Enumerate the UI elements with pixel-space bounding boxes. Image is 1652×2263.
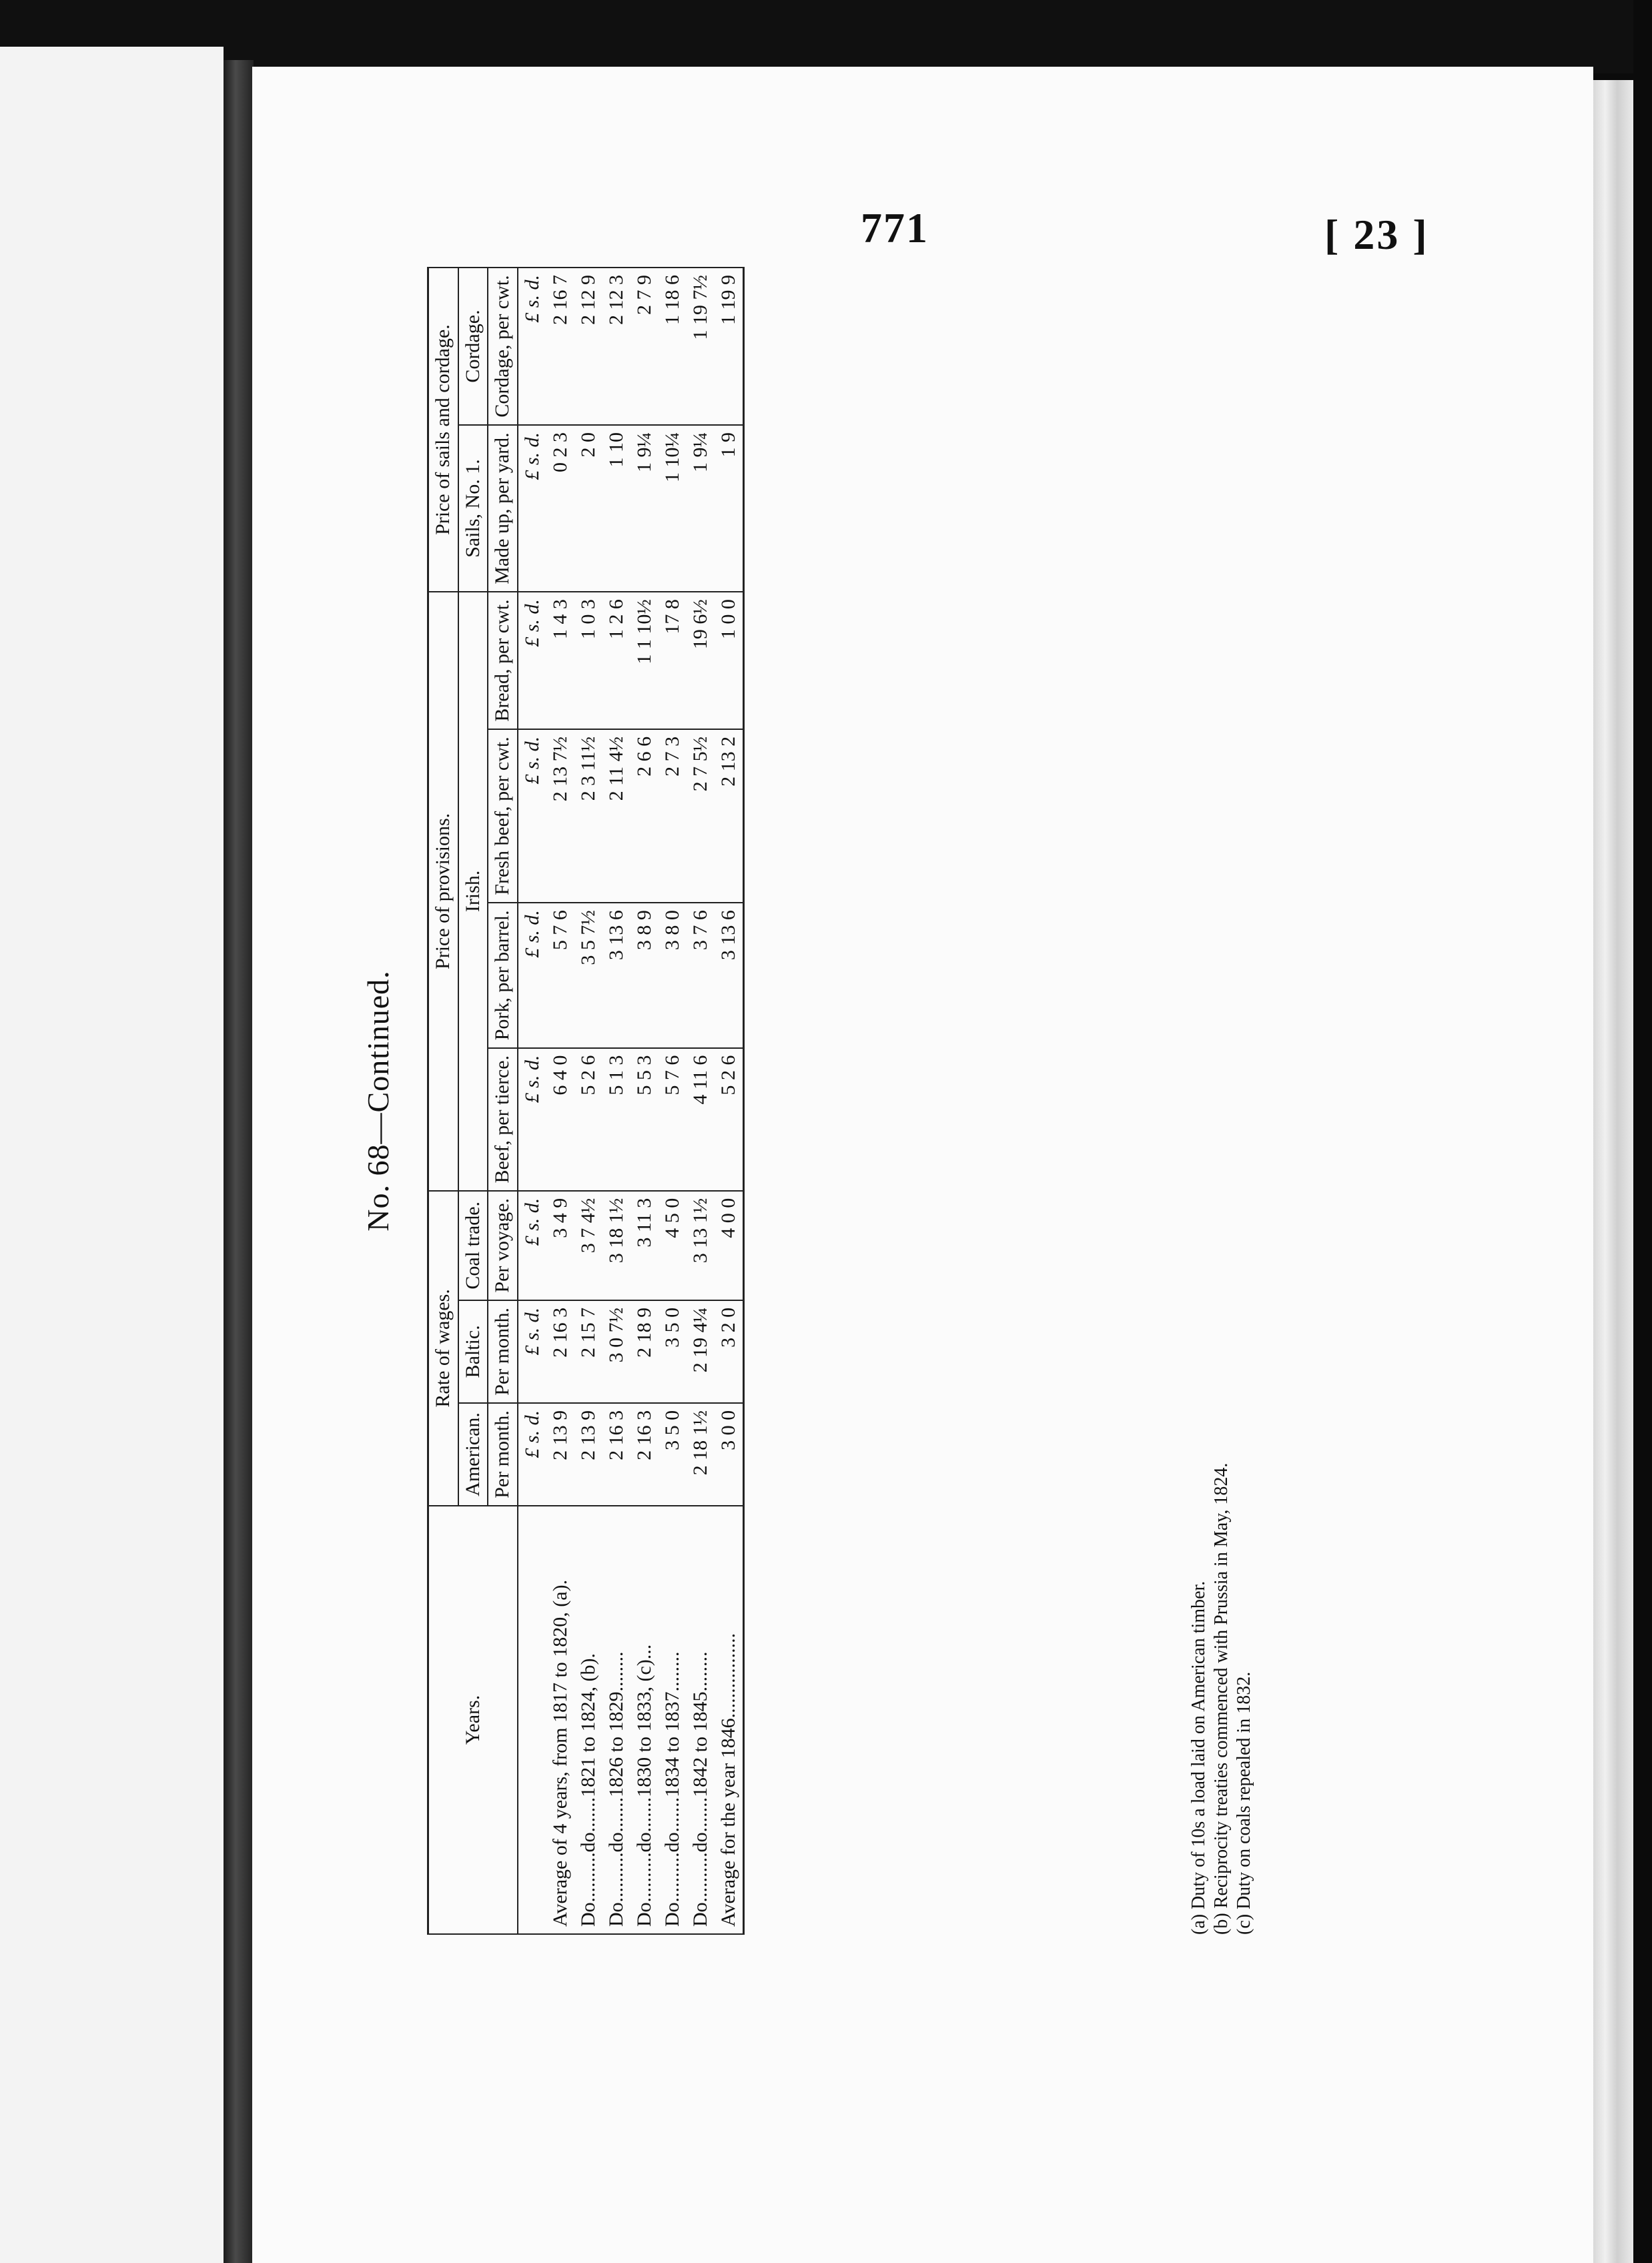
value-cell: 3 18 1½	[602, 1191, 631, 1300]
header-rate-of-wages: Rate of wages.	[428, 1191, 458, 1506]
header-baltic: Baltic.	[458, 1300, 488, 1403]
value-cell: 2 13 7½	[546, 729, 574, 903]
table-title: No. 68—Continued.	[361, 970, 395, 1232]
value-cell: 5 2 6	[715, 1048, 744, 1191]
page-edge	[1593, 80, 1633, 2263]
value-cell: 3 5 7½	[574, 903, 602, 1048]
value-cell: 17 8	[659, 592, 687, 729]
header-cordage-cwt: Cordage, per cwt.	[488, 268, 518, 425]
value-cell: 2 0	[574, 425, 602, 592]
value-cell: 3 0 0	[715, 1403, 744, 1506]
value-cell: 5 5 3	[631, 1048, 659, 1191]
value-cell: 1 2 6	[602, 592, 631, 729]
header-coal-trade: Coal trade.	[458, 1191, 488, 1300]
value-cell: 1 0 0	[715, 592, 744, 729]
value-cell: 3 5 0	[659, 1403, 687, 1506]
value-cell: 4 0 0	[715, 1191, 744, 1300]
value-cell: 3 0 7½	[602, 1300, 631, 1403]
table-row	[546, 268, 574, 1934]
value-cell: 0 2 3	[546, 425, 574, 592]
header-american: American.	[458, 1403, 488, 1506]
value-cell: 5 7 6	[659, 1048, 687, 1191]
book-spine	[224, 60, 254, 2263]
header-fresh-beef: Fresh beef, per cwt.	[488, 729, 518, 903]
value-cell: 2 16 3	[631, 1403, 659, 1506]
table-row	[687, 268, 715, 1934]
value-cell: 1 0 3	[574, 592, 602, 729]
row-label: Average of 4 years, from 1817 to 1820, (a).	[546, 1506, 574, 1934]
value-cell: 4 11 6	[687, 1048, 715, 1191]
header-per-month: Per month.	[488, 1300, 518, 1403]
header-bread: Bread, per cwt.	[488, 592, 518, 729]
table-row	[574, 268, 602, 1934]
unit-cell: £ s. d.	[518, 425, 546, 592]
value-cell: 2 13 2	[715, 729, 744, 903]
value-cell: 2 7 9	[631, 268, 659, 425]
header-irish: Irish.	[458, 592, 488, 1191]
value-cell: 3 7 6	[687, 903, 715, 1048]
value-cell: 3 2 0	[715, 1300, 744, 1403]
header-beef: Beef, per tierce.	[488, 1048, 518, 1191]
units-row	[518, 268, 546, 1934]
header-per-voyage: Per voyage.	[488, 1191, 518, 1300]
value-cell: 2 18 9	[631, 1300, 659, 1403]
page-number: 771	[861, 204, 929, 252]
value-cell: 2 15 7	[574, 1300, 602, 1403]
footnotes	[1188, 1463, 1256, 1935]
value-cell: 2 7 5½	[687, 729, 715, 903]
header-cordage: Cordage.	[458, 268, 488, 425]
value-cell: 3 11 3	[631, 1191, 659, 1300]
row-label: Do..........do.......1834 to 1837........	[659, 1506, 687, 1934]
row-label: Do..........do.......1830 to 1833, (c)...	[631, 1506, 659, 1934]
value-cell: 1 18 6	[659, 268, 687, 425]
value-cell: 2 3 11½	[574, 729, 602, 903]
value-cell: 1 10¼	[659, 425, 687, 592]
unit-cell: £ s. d.	[518, 729, 546, 903]
value-cell: 5 2 6	[574, 1048, 602, 1191]
value-cell: 3 5 0	[659, 1300, 687, 1403]
value-cell: 1 19 7½	[687, 268, 715, 425]
header-price-of-sails: Price of sails and cordage.	[428, 268, 458, 592]
row-label: Do..........do.......1821 to 1824, (b).	[574, 1506, 602, 1934]
value-cell: 2 12 9	[574, 268, 602, 425]
value-cell: 5 7 6	[546, 903, 574, 1048]
value-cell: 3 13 1½	[687, 1191, 715, 1300]
table-row	[602, 268, 631, 1934]
value-cell: 19 6½	[687, 592, 715, 729]
row-label: Average for the year 1846.................	[715, 1506, 744, 1934]
scan-border-right	[1633, 0, 1652, 2263]
row-label: Do..........do.......1826 to 1829........	[602, 1506, 631, 1934]
value-cell: 1 9¼	[631, 425, 659, 592]
value-cell: 3 8 0	[659, 903, 687, 1048]
series-mark: [ 23 ]	[1324, 211, 1429, 258]
value-cell: 2 18 1½	[687, 1403, 715, 1506]
value-cell: 1 9¼	[687, 425, 715, 592]
unit-cell: £ s. d.	[518, 1048, 546, 1191]
unit-cell: £ s. d.	[518, 1300, 546, 1403]
value-cell: 2 6 6	[631, 729, 659, 903]
value-cell: 1 10	[602, 425, 631, 592]
value-cell: 2 13 9	[546, 1403, 574, 1506]
value-cell: 2 16 3	[602, 1403, 631, 1506]
table-row	[659, 268, 687, 1934]
header-per-month: Per month.	[488, 1403, 518, 1506]
unit-cell: £ s. d.	[518, 268, 546, 425]
table-row	[631, 268, 659, 1934]
value-cell: 4 5 0	[659, 1191, 687, 1300]
header-pork: Pork, per barrel.	[488, 903, 518, 1048]
value-cell: 1 4 3	[546, 592, 574, 729]
value-cell: 3 8 9	[631, 903, 659, 1048]
table-row	[715, 268, 744, 1934]
value-cell: 1 19 9	[715, 268, 744, 425]
value-cell: 3 4 9	[546, 1191, 574, 1300]
value-cell: 5 1 3	[602, 1048, 631, 1191]
value-cell: 6 4 0	[546, 1048, 574, 1191]
value-cell: 1 9	[715, 425, 744, 592]
header-price-of-provisions: Price of provisions.	[428, 592, 458, 1191]
value-cell: 2 12 3	[602, 268, 631, 425]
unit-cell: £ s. d.	[518, 1403, 546, 1506]
value-cell: 2 13 9	[574, 1403, 602, 1506]
value-cell: 3 7 4½	[574, 1191, 602, 1300]
header-sails-no1: Sails, No. 1.	[458, 425, 488, 592]
unit-cell: £ s. d.	[518, 592, 546, 729]
unit-cell: £ s. d.	[518, 1191, 546, 1300]
value-cell: 3 13 6	[602, 903, 631, 1048]
unit-cell: £ s. d.	[518, 903, 546, 1048]
value-cell: 2 16 7	[546, 268, 574, 425]
footnote: (c) Duty on coals repealed in 1832.	[1234, 1671, 1255, 1935]
value-cell: 1 1 10½	[631, 592, 659, 729]
units-label-cell	[518, 1506, 546, 1934]
header-years: Years.	[428, 1506, 518, 1934]
value-cell: 2 11 4½	[602, 729, 631, 903]
rotated-table-block	[334, 267, 1348, 1935]
footnote: (a) Duty of 10s a load laid on American timber.	[1188, 1580, 1209, 1935]
wages-provisions-table	[427, 267, 745, 1935]
header-made-up: Made up, per yard.	[488, 425, 518, 592]
value-cell: 2 16 3	[546, 1300, 574, 1403]
facing-page	[0, 47, 224, 2263]
row-label: Do..........do.......1842 to 1845........	[687, 1506, 715, 1934]
value-cell: 3 13 6	[715, 903, 744, 1048]
footnote: (b) Reciprocity treaties commenced with Prussia in May, 1824.	[1211, 1462, 1232, 1935]
value-cell: 2 19 4¼	[687, 1300, 715, 1403]
value-cell: 2 7 3	[659, 729, 687, 903]
